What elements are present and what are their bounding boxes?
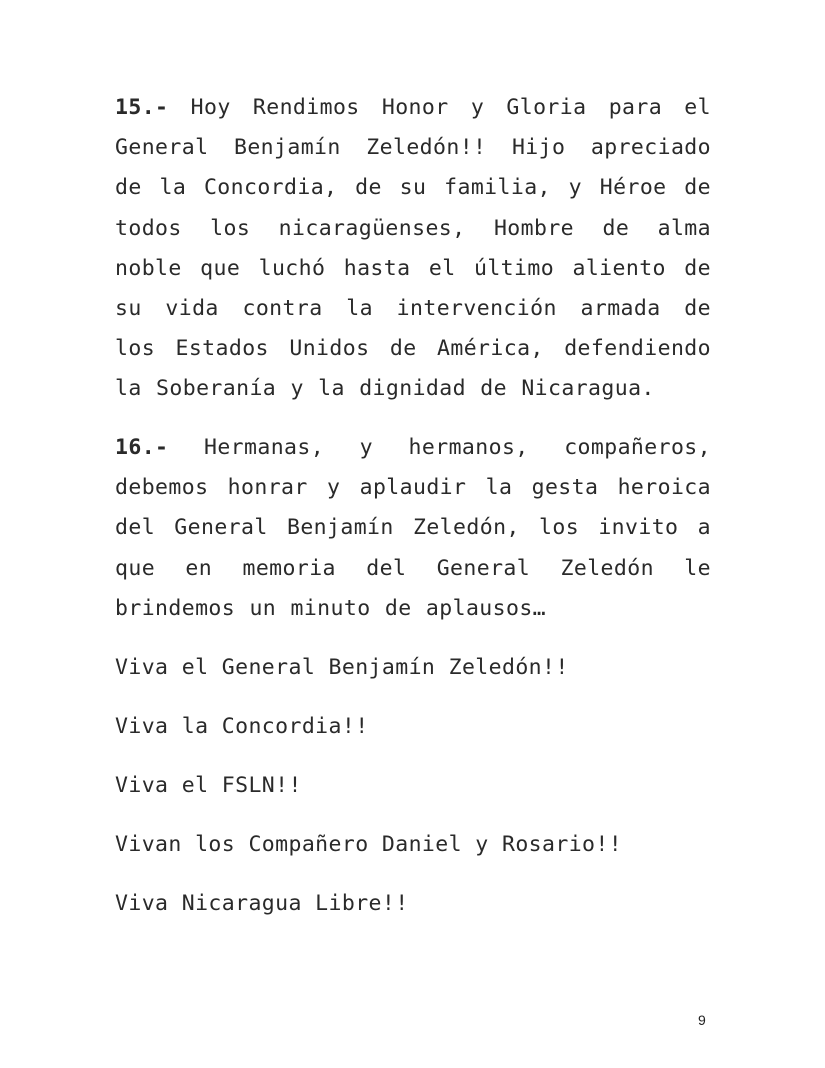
paragraph-line: brindemos un minuto de aplausos… [115, 595, 547, 621]
paragraph-line: General Benjamín Zeledón!! Hijo apreciado [115, 135, 711, 161]
line-text: Hoy Rendimos Honor y Gloria para el [190, 95, 711, 120]
paragraph-number: 15.- [115, 95, 169, 120]
cheer-line: Viva el General Benjamín Zeledón!! [115, 655, 569, 680]
cheer-line: Viva la Concordia!! [115, 714, 369, 739]
paragraph-line: que en memoria del General Zeledón le [115, 555, 711, 581]
paragraph-line: los Estados Unidos de América, defendiendo [115, 336, 711, 362]
paragraph-line: todos los nicaragüenses, Hombre de alma [115, 215, 711, 241]
paragraph-16 [115, 428, 711, 629]
paragraph-line: de la Concordia, de su familia, y Héroe de [115, 175, 711, 201]
paragraph-line: su vida contra la intervención armada de [115, 296, 711, 322]
paragraph-line: debemos honrar y aplaudir la gesta heroica [115, 475, 711, 501]
paragraph-line: del General Benjamín Zeledón, los invito a [115, 515, 711, 541]
paragraph-line [115, 88, 711, 128]
cheer-line: Vivan los Compañero Daniel y Rosario!! [115, 832, 623, 857]
cheer-line: Viva Nicaragua Libre!! [115, 891, 409, 916]
cheer-line: Viva el FSLN!! [115, 773, 302, 798]
paragraph-line [115, 428, 711, 468]
page-number: 9 [698, 1012, 706, 1028]
paragraph-number: 16.- [115, 435, 169, 460]
paragraph-15 [115, 88, 711, 410]
paragraph-line: noble que luchó hasta el último aliento de [115, 255, 711, 281]
paragraph-line: la Soberanía y la dignidad de Nicaragua. [115, 376, 655, 402]
line-text: Hermanas, y hermanos, compañeros, [203, 435, 711, 460]
